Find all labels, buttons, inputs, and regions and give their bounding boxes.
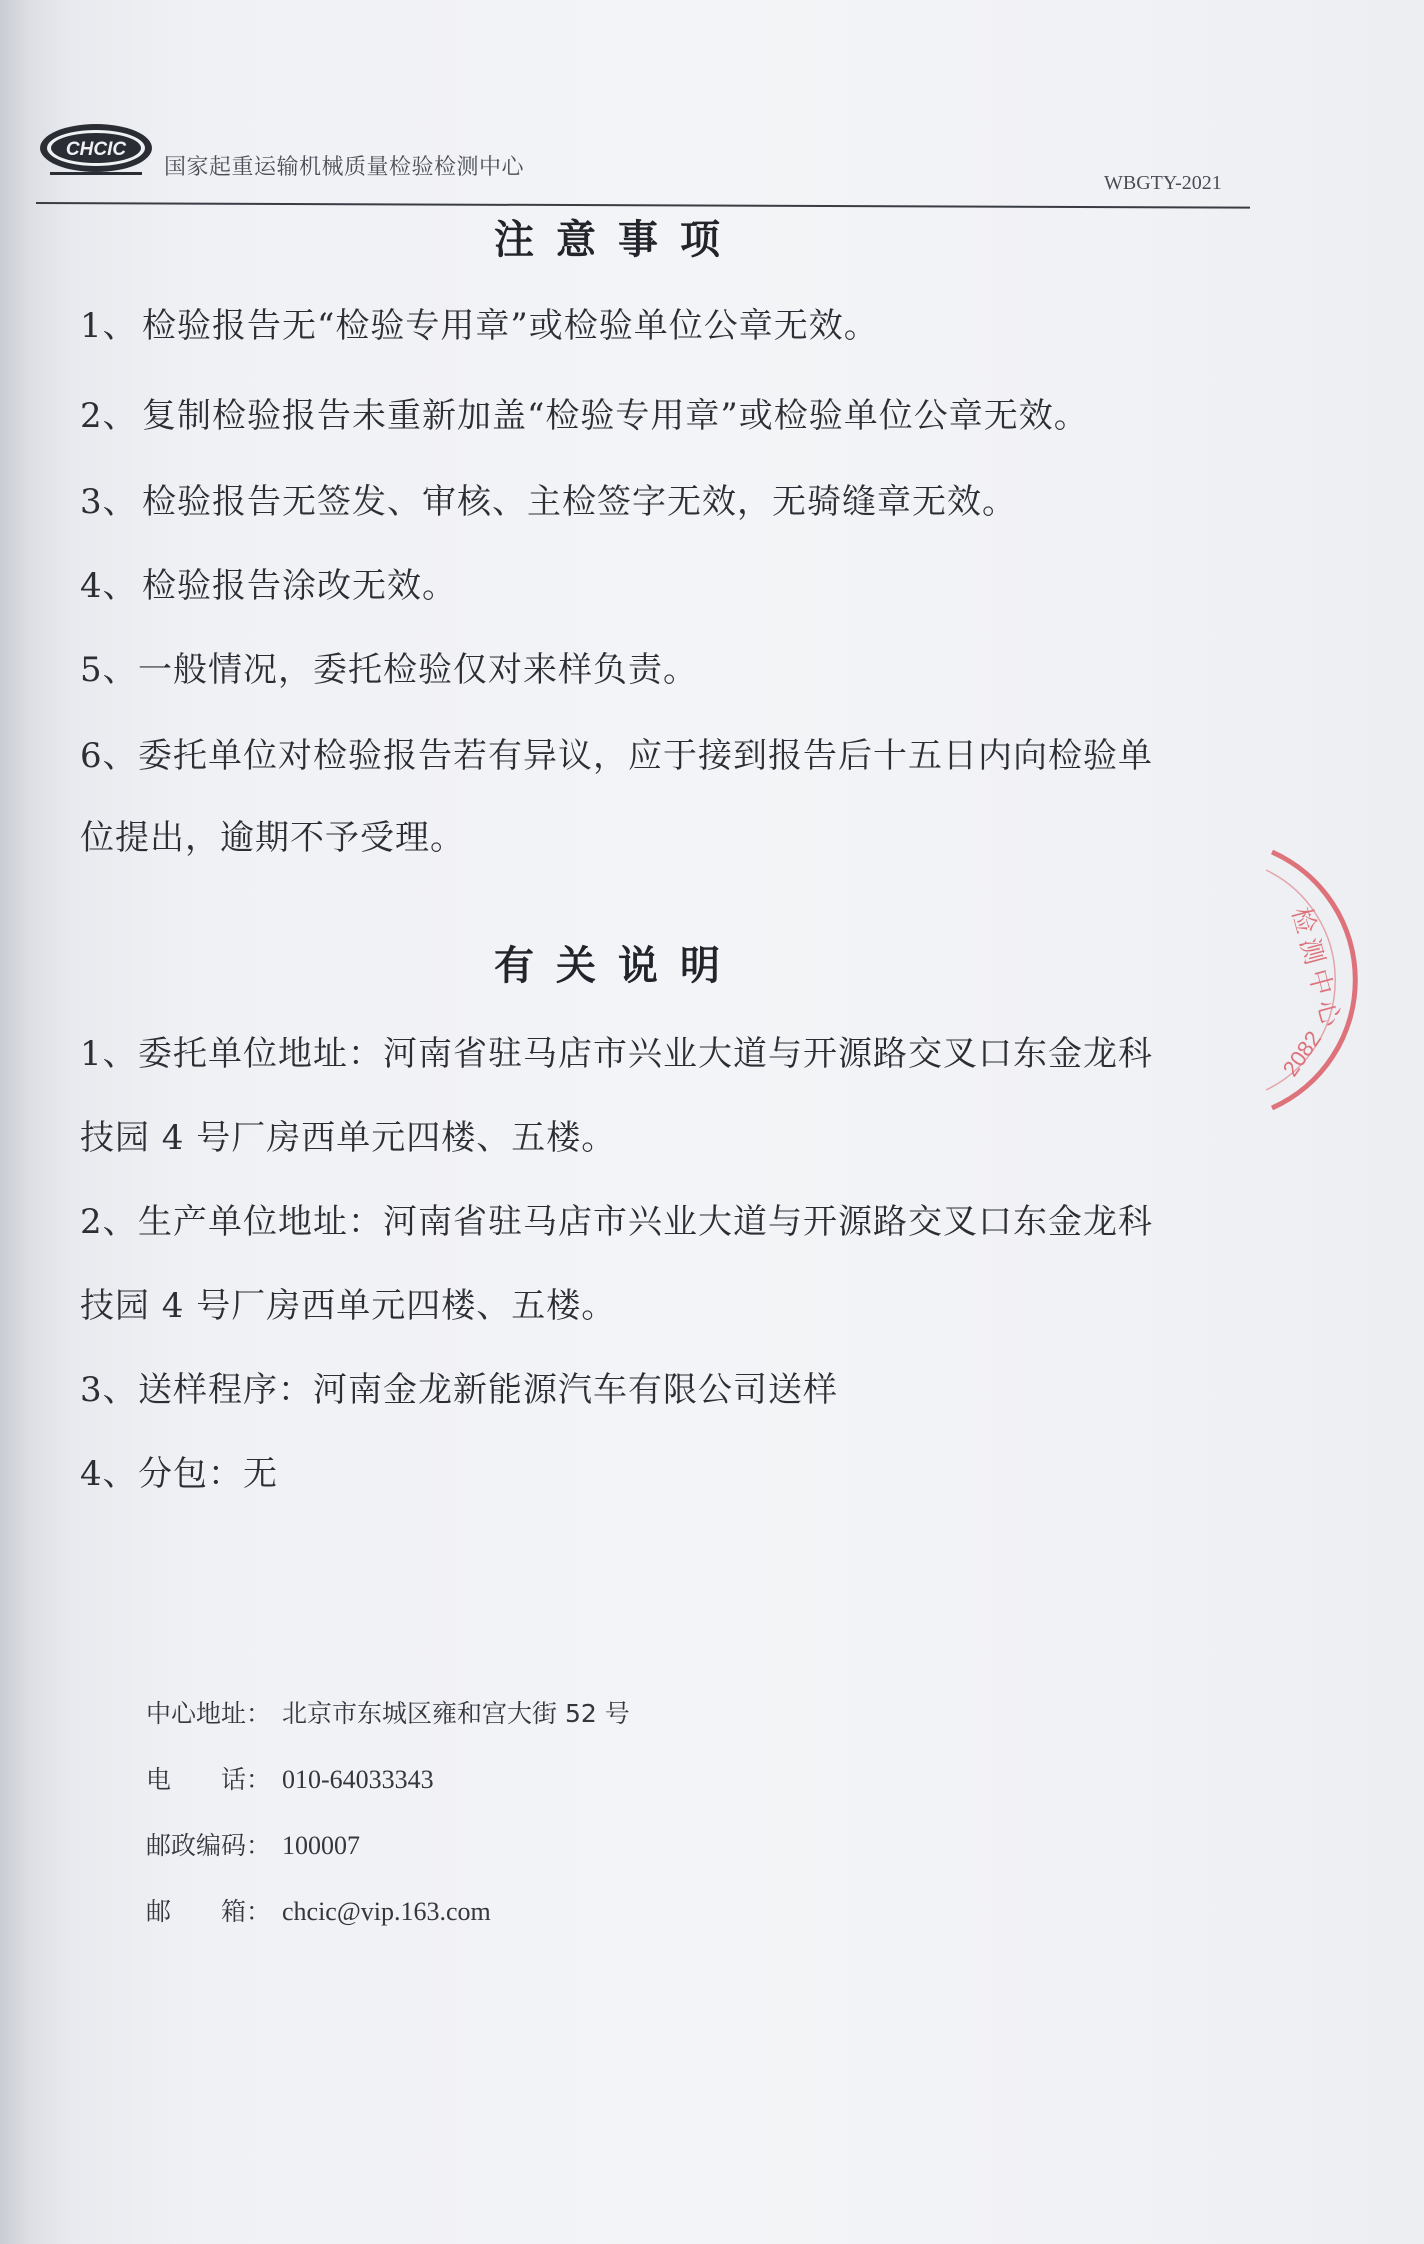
contact-phone (146, 1760, 434, 1796)
explanation-title: 有关说明 (494, 943, 742, 989)
notice-item-text: 复制检验报告未重新加盖“检验专用章”或检验单位公章无效。 (142, 396, 1089, 436)
notice-item-text: 检验报告涂改无效。 (142, 566, 457, 606)
contact-address-value: 北京市东城区雍和宫大街 52 号 (282, 1699, 630, 1728)
notice-item-2 (80, 388, 1089, 437)
contact-postcode (146, 1826, 360, 1862)
contact-email (146, 1892, 491, 1928)
explanation-item-text: 分包：无 (138, 1454, 278, 1494)
contact-address (146, 1694, 630, 1730)
explanation-item-number: 2、 (80, 1202, 138, 1242)
explanation-item-1-continued: 技园 4 号厂房西单元四楼、五楼。 (80, 1118, 617, 1158)
notice-item-6-continued: 位提出，逾期不予受理。 (80, 818, 465, 858)
explanation-item-2-continued: 技园 4 号厂房西单元四楼、五楼。 (80, 1286, 617, 1326)
contact-address-label: 中心地址： (146, 1699, 272, 1728)
contact-phone-label: 电 话： (146, 1765, 272, 1794)
explanation-item-number: 3、 (80, 1370, 138, 1410)
notice-item-5 (80, 642, 698, 691)
notice-item-number: 6、 (80, 736, 138, 776)
notice-item-text: 委托单位对检验报告若有异议，应于接到报告后十五日内向检验单 (138, 736, 1153, 776)
notice-item-number: 3、 (80, 482, 138, 522)
explanation-item-number: 4、 (80, 1454, 138, 1494)
logo-lettering: CHCIC (65, 139, 127, 160)
document-code: WBGTY-2021 (1104, 172, 1222, 194)
explanation-item-text: 生产单位地址：河南省驻马店市兴业大道与开源路交叉口东金龙科 (138, 1202, 1153, 1242)
contact-postcode-value: 100007 (282, 1831, 360, 1860)
notice-item-number: 1、 (80, 306, 138, 346)
notice-item-3 (80, 474, 1017, 523)
official-seal (1262, 840, 1412, 1120)
contact-phone-value: 010-64033343 (282, 1765, 434, 1794)
contact-email-value: chcic@vip.163.com (282, 1897, 491, 1926)
seal-code: 2082 (1277, 1026, 1327, 1081)
explanation-item-4 (80, 1446, 278, 1495)
chcic-logo (36, 118, 156, 182)
notice-item-text: 检验报告无“检验专用章”或检验单位公章无效。 (142, 306, 879, 346)
notice-item-number: 5、 (80, 650, 138, 690)
contact-email-label: 邮 箱： (146, 1897, 272, 1926)
notice-item-number: 4、 (80, 566, 138, 606)
notice-item-1 (80, 298, 879, 347)
explanation-item-1 (80, 1026, 1153, 1075)
seal-text: 检测中心 (1285, 904, 1348, 1036)
notice-title: 注意事项 (494, 217, 742, 263)
organization-name: 国家起重运输机械质量检验检测中心 (164, 155, 525, 180)
explanation-item-number: 1、 (80, 1034, 138, 1074)
notice-item-text: 一般情况，委托检验仅对来样负责。 (138, 650, 698, 690)
notice-item-text: 检验报告无签发、审核、主检签字无效，无骑缝章无效。 (142, 482, 1017, 522)
notice-item-6 (80, 728, 1153, 777)
explanation-item-3 (80, 1362, 838, 1411)
notice-item-number: 2、 (80, 396, 138, 436)
explanation-item-text: 送样程序：河南金龙新能源汽车有限公司送样 (138, 1370, 838, 1410)
explanation-item-2 (80, 1194, 1153, 1243)
notice-item-4 (80, 558, 457, 607)
explanation-item-text: 委托单位地址：河南省驻马店市兴业大道与开源路交叉口东金龙科 (138, 1034, 1153, 1074)
contact-postcode-label: 邮政编码： (146, 1831, 272, 1860)
